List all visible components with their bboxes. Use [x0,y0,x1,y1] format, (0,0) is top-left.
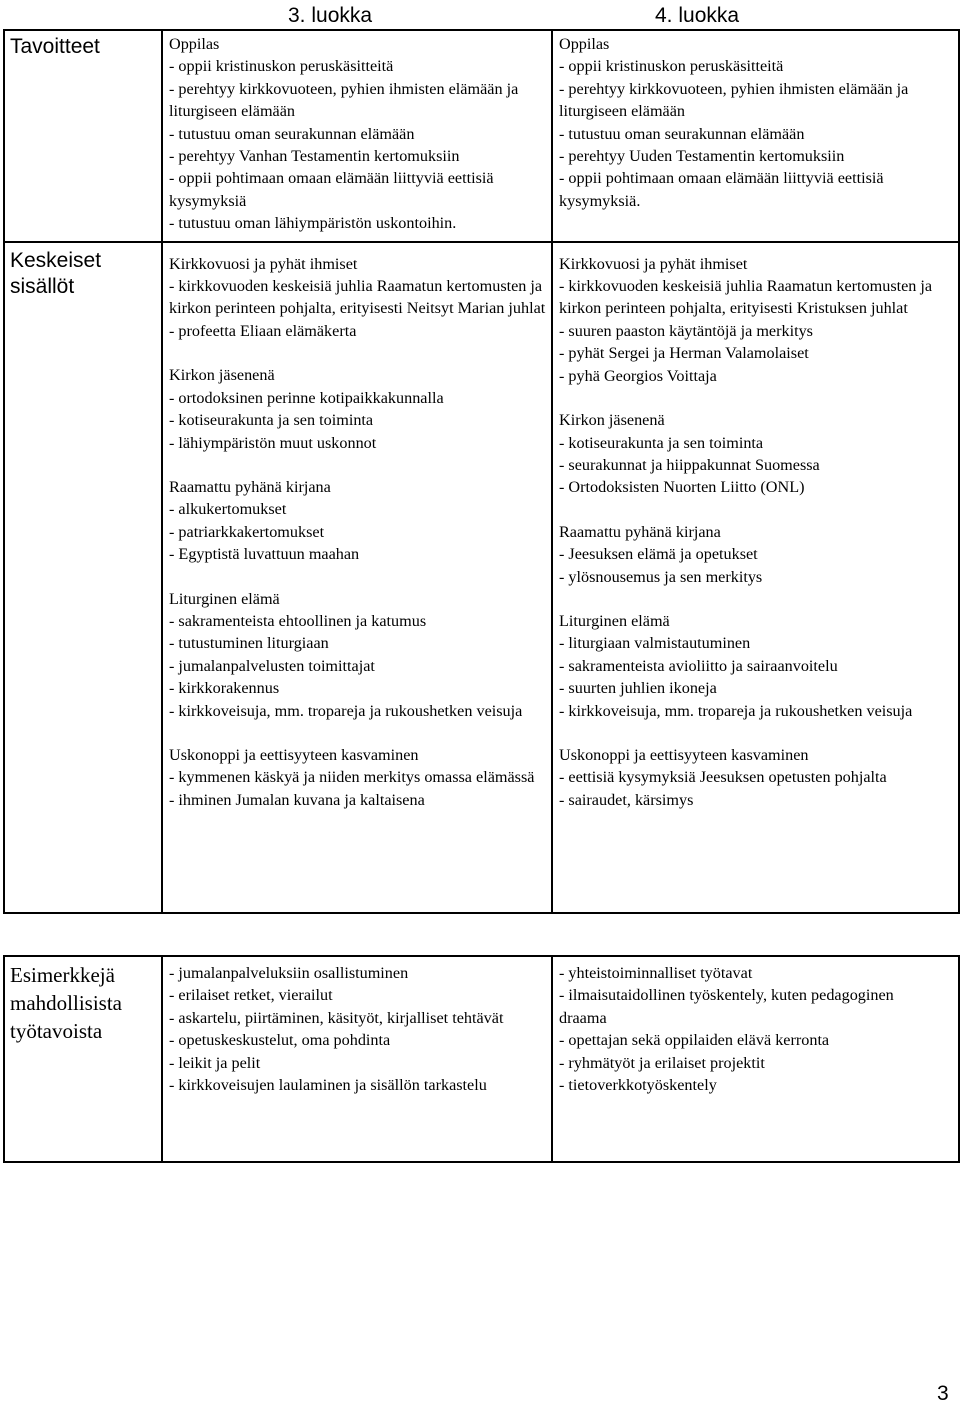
list-item: - tutustuminen liturgiaan [169,634,329,653]
list-item: - kotiseurakunta ja sen toiminta [169,411,374,430]
goals-label: Tavoitteet [10,35,100,58]
list-item: - perehtyy kirkkovuoteen, pyhien ihmisten elämään ja liturgiseen elämään [169,79,519,121]
goals-row [4,30,959,242]
list-item: - oppii kristinuskon peruskäsitteitä [169,57,394,76]
section-doctrine-ethics [559,744,954,811]
list-item: - seurakunnat ja hiippakunnat Suomessa [559,455,820,474]
list-item: - jumalanpalvelusten toimittajat [169,656,375,675]
methods-row [4,956,959,1162]
list-item: - suuren paaston käytäntöjä ja merkitys [559,321,813,340]
section-doctrine-ethics [169,744,547,811]
section-heading: Uskonoppi ja eettisyyteen kasvaminen [559,745,809,764]
goals-grade-4-cell [552,30,959,242]
goals-label-cell [4,30,162,242]
list-item: - profeetta Eliaan elämäkerta [169,321,357,340]
list-item: - perehtyy Uuden Testamentin kertomuksiin [559,147,845,166]
list-item: - Ortodoksisten Nuorten Liitto (ONL) [559,478,805,497]
section-heading: Liturginen elämä [559,611,670,630]
section-heading: Uskonoppi ja eettisyyteen kasvaminen [169,745,419,764]
goals-grade-3-cell [162,30,552,242]
list-item: - alkukertomukset [169,500,287,519]
section-church-member [559,409,954,499]
work-methods-table [3,955,960,1163]
list-item: - kirkkoveisujen laulaminen ja sisällön tarkastelu [169,1076,487,1095]
list-item: - askartelu, piirtäminen, käsityöt, kirjalliset tehtävät [169,1008,504,1027]
list-item: - Jeesuksen elämä ja opetukset [559,545,758,564]
list-item: - opetuskeskustelut, oma pohdinta [169,1031,391,1050]
list-item: - sakramenteista ehtoollinen ja katumus [169,611,427,630]
list-item: - leikit ja pelit [169,1053,261,1072]
section-heading: Raamattu pyhänä kirjana [169,477,331,496]
column-header-grade-4: 4. luokka [655,4,740,27]
list-item: - ihminen Jumalan kuvana ja kaltaisena [169,790,425,809]
list-item: - kirkkoveisuja, mm. tropareja ja rukoushetken veisuja [559,701,913,720]
section-church-member [169,364,547,454]
section-heading: Kirkon jäsenenä [559,411,665,430]
list-item: - oppii pohtimaan omaan elämään liittyviä eettisiä kysymyksiä. [559,169,884,210]
contents-grade-4-cell [552,242,959,913]
methods-grade-4-cell [552,956,959,1162]
methods-label-cell [4,956,162,1162]
section-church-year [169,253,547,343]
section-heading: Kirkon jäsenenä [169,366,275,385]
list-item: - pyhä Georgios Voittaja [559,366,717,385]
column-header-grade-3: 3. luokka [288,4,373,27]
list-item: - pyhät Sergei ja Herman Valamolaiset [559,344,809,363]
list-item: - kotiseurakunta ja sen toiminta [559,433,764,452]
list-item: - oppii pohtimaan omaan elämään liittyviä eettisiä kysymyksiä [169,169,494,210]
list-item: - tietoverkkotyöskentely [559,1076,717,1095]
list-item: - kirkkoveisuja, mm. tropareja ja rukoushetken veisuja [169,701,523,720]
list-item: - yhteistoiminnalliset työtavat [559,964,753,982]
section-bible [169,476,547,566]
section-liturgical-life [169,588,547,722]
methods-label-line-1: Esimerkkejä [10,963,115,987]
list-item: - kirkkorakennus [169,679,280,698]
section-heading: Raamattu pyhänä kirjana [559,522,721,541]
section-heading: Kirkkovuosi ja pyhät ihmiset [169,254,358,273]
goals-grade-3-subject: Oppilas [169,35,220,53]
contents-label-line-2: sisällöt [10,274,75,298]
section-heading: Liturginen elämä [169,589,280,608]
list-item: - kymmenen käskyä ja niiden merkitys omassa elämässä [169,768,535,787]
list-item: - ryhmätyöt ja erilaiset projektit [559,1053,765,1072]
list-item: - perehtyy Vanhan Testamentin kertomuksiin [169,147,460,166]
list-item: - kirkkovuoden keskeisiä juhlia Raamatun kertomusten ja kirkon perinteen pohjalta, erityisesti Neitsyt Marian juhlat [169,277,546,318]
list-item: - sairaudet, kärsimys [559,790,694,809]
list-item: - ylösnousemus ja sen merkitys [559,567,763,586]
methods-label-line-3: työtavoista [10,1019,103,1043]
list-item: - Egyptistä luvattuun maahan [169,545,360,564]
list-item: - ortodoksinen perinne kotipaikkakunnalla [169,388,444,407]
list-item: - jumalanpalveluksiin osallistuminen [169,964,409,982]
contents-grade-3-cell [162,242,552,913]
list-item: - liturgiaan valmistautuminen [559,634,751,653]
list-item: - perehtyy kirkkovuoteen, pyhien ihmisten elämään ja liturgiseen elämään [559,79,909,121]
contents-row [4,242,959,913]
list-item: - opettajan sekä oppilaiden elävä kerronta [559,1031,830,1050]
page-number: 3 [937,1382,949,1405]
list-item: - suurten juhlien ikoneja [559,679,717,698]
methods-grade-3-cell [162,956,552,1162]
curriculum-table [3,29,960,914]
list-item: - lähiympäristön muut uskonnot [169,433,377,452]
section-liturgical-life [559,610,954,722]
contents-label-cell [4,242,162,913]
list-item: - tutustuu oman lähiympäristön uskontoihin. [169,214,457,233]
list-item: - erilaiset retket, vierailut [169,986,333,1005]
list-item: - ilmaisutaidollinen työskentely, kuten pedagoginen draama [559,986,894,1027]
list-item: - tutustuu oman seurakunnan elämään [559,124,805,143]
list-item: - eettisiä kysymyksiä Jeesuksen opetusten pohjalta [559,768,887,787]
section-heading: Kirkkovuosi ja pyhät ihmiset [559,254,748,273]
section-bible [559,521,954,588]
methods-label-line-2: mahdollisista [10,991,122,1015]
goals-grade-4-subject: Oppilas [559,35,610,53]
list-item: - kirkkovuoden keskeisiä juhlia Raamatun kertomusten ja kirkon perinteen pohjalta, erityisesti Kristuksen juhlat [559,277,933,318]
list-item: - patriarkkakertomukset [169,522,325,541]
list-item: - sakramenteista avioliitto ja sairaanvoitelu [559,656,838,675]
list-item: - tutustuu oman seurakunnan elämään [169,124,415,143]
list-item: - oppii kristinuskon peruskäsitteitä [559,57,784,76]
section-church-year [559,253,954,387]
contents-label-line-1: Keskeiset [10,248,102,272]
